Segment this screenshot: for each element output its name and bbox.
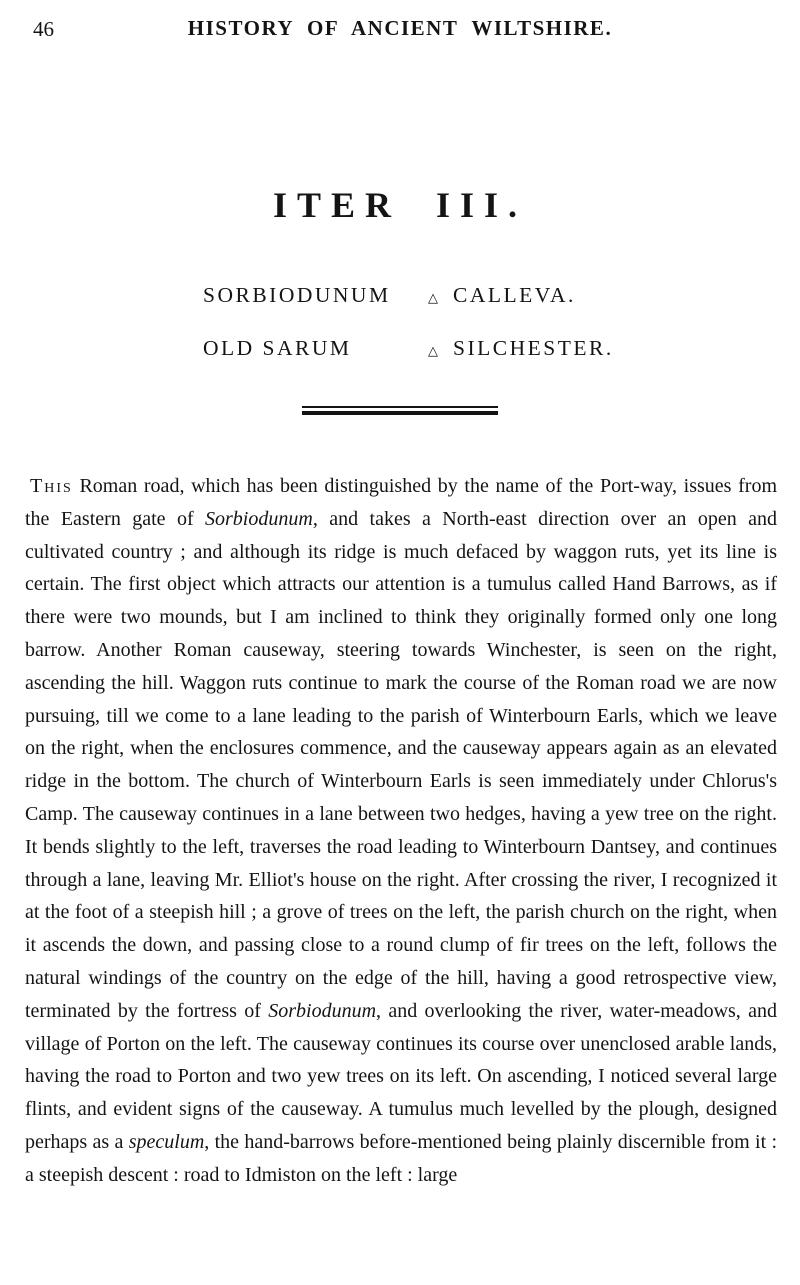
route-origin-latin: SORBIODUNUM — [203, 283, 391, 307]
route-heading — [203, 283, 614, 364]
body-paragraph — [25, 470, 777, 1192]
text-segment-italic: Sorbiodunum — [268, 999, 377, 1022]
page-header — [0, 16, 800, 41]
text-segment-italic: speculum — [128, 1130, 205, 1153]
text-segment: , and takes a North-east direction over an open and cultivated country ; and although its ridge is much defaced by waggon ruts, yet its line is certain. The first object which attracts our attention is a tumulus called Hand Barrows, as if there were two mounds, but I am inclined to think they originally formed only one long barrow. Another Roman causeway, steering towards Winchester, is seen on the right, ascending the hill. Waggon ruts continue to mark the course of the Roman road we are now pursuing, till we come to a lane leading to the parish of Winterbourn Earls, which we leave on the right, when the enclosures commence, and the causeway appears again as an elevated ridge in the bottom. The church of Winterbourn Earls is seen immediately under Chlorus's Camp. The causeway continues in a lane between two hedges, having a yew tree on the right. It bends slightly to the left, traverses the road leading to Winterbourn Dantsey, and continues through a lane, leaving Mr. Elliot's house on the right. After crossing the river, I recognized it at the foot of a steepish hill ; a grove of trees on the left, the parish church on the right, when it ascends the down, and passing close to a round clump of fir trees on the left, follows the natural windings of the country on the edge of the hill, having a good retrospective view, terminated by the fortress of — [25, 507, 778, 1022]
chapter-title: ITER III. — [272, 185, 528, 225]
route-origin-english: OLD SARUM — [203, 336, 352, 360]
text-segment: , the hand-barrows before-mentioned being plainly discernible from it : a steepish descent : road to Idmiston on the left : large — [25, 1130, 778, 1186]
section-divider — [302, 406, 498, 415]
text-segment: , and overlooking the river, water-meadows, and village of Porton on the left. The causeway continues its course over unenclosed arable lands, having the road to Porton and two yew trees on its left. On ascending, I noticed several large flints, and evident signs of the causeway. A tumulus much levelled by the plough, designed perhaps as a — [25, 999, 777, 1153]
route-line-latin — [203, 283, 614, 311]
page-number: 46 — [33, 17, 54, 41]
route-line-english — [203, 336, 614, 364]
triangle-separator-icon: △ — [428, 343, 438, 358]
route-destination-latin: CALLEVA. — [453, 283, 576, 307]
running-title: HISTORY OF ANCIENT WILTSHIRE. — [187, 16, 613, 40]
text-segment-opening-smallcaps: This — [30, 475, 73, 497]
triangle-separator-icon: △ — [428, 290, 438, 305]
text-segment-italic: Sorbiodunum — [205, 507, 313, 530]
text-segment: Roman road, which has been distinguished by the name of the Port-way, issues from the Eastern gate of — [25, 475, 777, 530]
route-destination-english: SILCHESTER. — [453, 336, 614, 360]
